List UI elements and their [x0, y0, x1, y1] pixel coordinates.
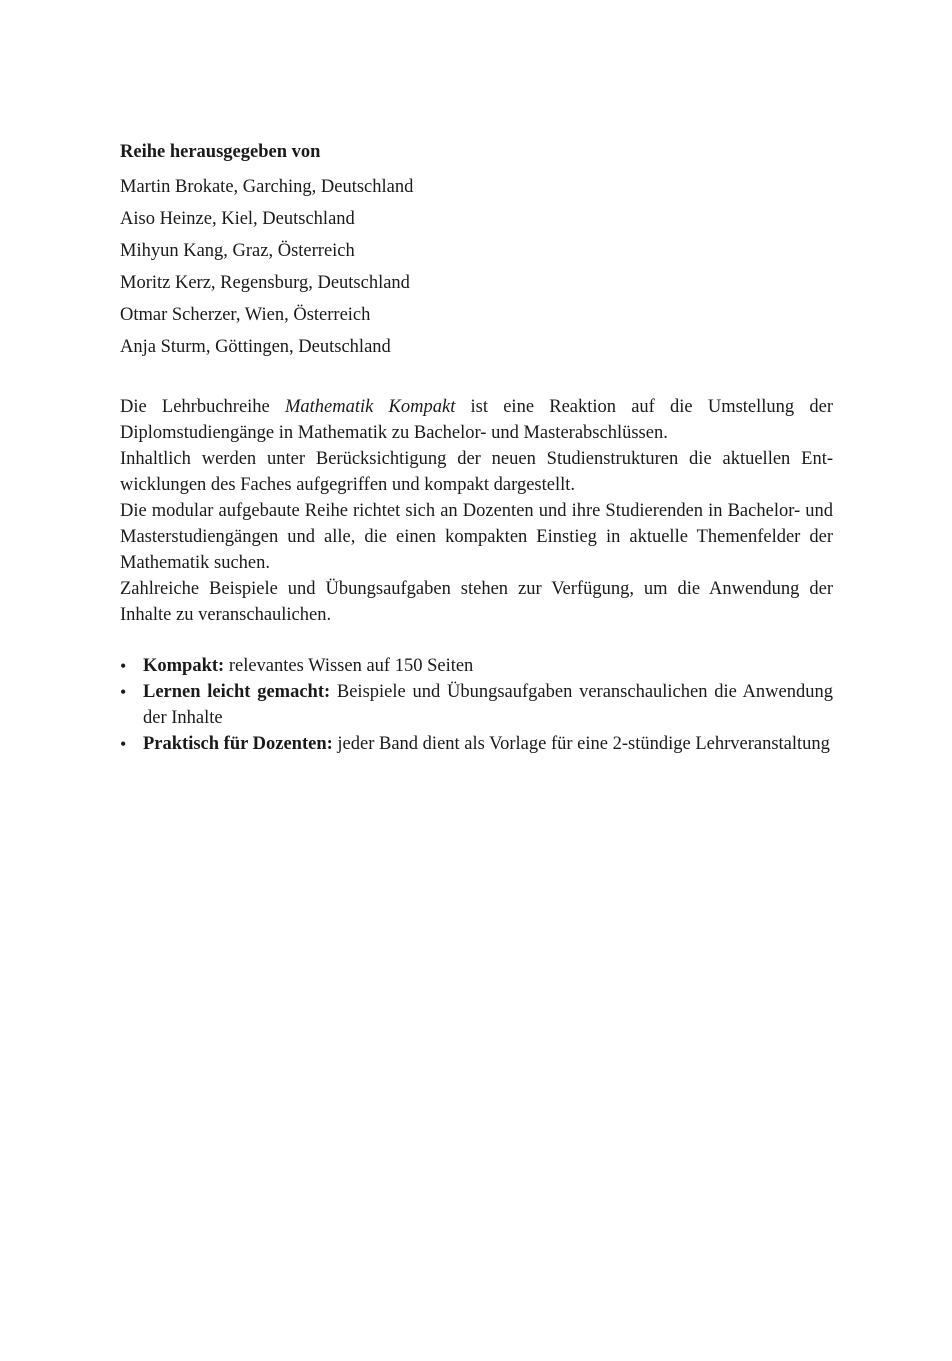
series-name: Mathematik Kompakt	[284, 397, 456, 417]
editor-entry: Mihyun Kang, Graz, Österreich	[120, 241, 355, 261]
description-text: Die Lehrbuchreihe	[120, 397, 285, 417]
feature-title: Lernen leicht gemacht:	[143, 682, 331, 702]
description-paragraph	[120, 394, 833, 446]
editor-entry: Otmar Scherzer, Wien, Österreich	[120, 305, 371, 325]
series-editors-section	[120, 139, 620, 363]
feature-item	[120, 731, 833, 757]
series-description	[120, 394, 833, 628]
description-paragraph: Zahlreiche Beispiele und Übungsaufgaben stehen zur Verfügung, um die Anwendung der Inhalte zu veranschaulichen.	[120, 579, 833, 625]
description-paragraph: Die modular aufgebaute Reihe richtet sich an Dozenten und ihre Studierenden in Bachelor- und Masterstudiengängen und alle, die einen kompakten Einstieg in aktuelle Themenfelder der Mathematik suchen.	[120, 501, 833, 573]
feature-item	[120, 653, 833, 679]
bullet-icon: •	[120, 656, 127, 676]
bullet-icon: •	[120, 682, 127, 702]
feature-title: Praktisch für Dozenten:	[143, 734, 333, 754]
feature-item	[120, 679, 833, 731]
feature-title: Kompakt:	[143, 656, 225, 676]
feature-text: Beispiele und Übungsaufgaben veranschaulichen die Anwendung der Inhalte	[143, 682, 833, 728]
series-editors-heading: Reihe herausgegeben von	[120, 142, 321, 162]
description-text: ist eine Reaktion auf die Umstellung der Diplomstudiengänge in Mathematik zu Bachelor- und Masterabschlüssen.	[120, 397, 833, 443]
editor-list	[120, 171, 620, 363]
feature-text: jeder Band dient als Vorlage für eine 2-stündige Lehrveranstaltung	[332, 734, 830, 754]
editor-entry: Aiso Heinze, Kiel, Deutschland	[120, 209, 355, 229]
editor-entry: Anja Sturm, Göttingen, Deutschland	[120, 337, 391, 357]
feature-text: relevantes Wissen auf 150 Seiten	[224, 656, 474, 676]
editor-entry: Martin Brokate, Garching, Deutschland	[120, 177, 414, 197]
bullet-icon: •	[120, 734, 127, 754]
description-paragraph: Inhaltlich werden unter Berücksichtigung der neuen Studienstrukturen die aktuellen Entwicklungen des Faches aufgegriffen und kompakt dargestellt.	[120, 449, 833, 495]
editor-entry: Moritz Kerz, Regensburg, Deutschland	[120, 273, 410, 293]
feature-list	[120, 653, 833, 757]
